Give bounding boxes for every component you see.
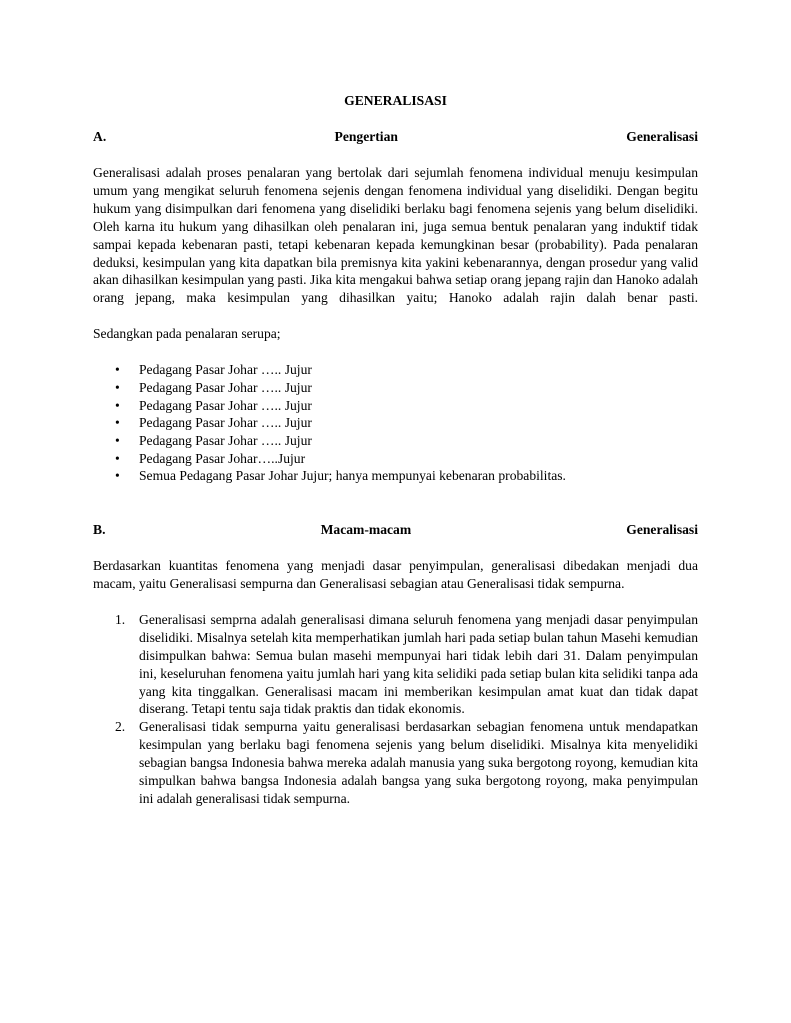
list-item xyxy=(93,611,698,718)
bullet-icon: • xyxy=(115,432,120,448)
list-item xyxy=(93,467,698,485)
list-item-text: Pedagang Pasar Johar ….. Jujur xyxy=(139,397,312,413)
section-b-paragraph: Berdasarkan kuantitas fenomena yang menjadi dasar penyimpulan, generalisasi dibedakan menjadi dua macam, yaitu Generalisasi sempurna dan Generalisasi sebagian atau Generalisasi tidak sempurna. xyxy=(93,558,698,591)
section-a-word1: Pengertian xyxy=(334,129,398,144)
list-item xyxy=(93,379,698,397)
bullet-icon: • xyxy=(115,397,120,413)
list-item-text: Pedagang Pasar Johar ….. Jujur xyxy=(139,379,312,395)
bullet-icon: • xyxy=(115,450,120,466)
section-b-numbered-list xyxy=(93,611,698,808)
list-item-number: 1. xyxy=(115,611,126,627)
list-item xyxy=(93,450,698,468)
section-b-word2: Generalisasi xyxy=(626,522,698,538)
section-a-heading xyxy=(93,128,698,146)
list-item xyxy=(93,414,698,432)
list-item-text: Pedagang Pasar Johar ….. Jujur xyxy=(139,362,312,378)
list-item xyxy=(93,718,698,808)
bullet-icon: • xyxy=(115,379,120,395)
list-item-text: Generalisasi semprna adalah generalisasi dimana seluruh fenomena yang menjadi dasar penyimpulan diselidiki. Misalnya setelah kita memperhatikan jumlah hari pada setiap bulan tahun Masehi kemudian disimpulkan bahwa: Semua bulan masehi mempunyai hari tidak lebih dari 31. Dalam penyimpulan ini, keseluruhan fenomena yaitu jumlah hari yang kita selidiki pada setiap bulan kita selidiki tanpa ada yang kita tinggalkan. Generalisasi macam ini memberikan kesimpulan amat kuat dan tidak dapat diserang. Tetapi tentu saja tidak praktis dan tidak ekonomis. xyxy=(139,611,698,717)
section-b-word1: Macam-macam xyxy=(320,522,412,538)
document-page xyxy=(93,92,698,808)
bullet-icon: • xyxy=(115,468,120,484)
section-b-letter: B. xyxy=(93,522,106,538)
list-item-text: Pedagang Pasar Johar…..Jujur xyxy=(139,450,306,466)
section-a-word2: Generalisasi xyxy=(626,129,698,144)
list-item xyxy=(93,397,698,415)
list-item-number: 2. xyxy=(115,719,126,735)
section-a-letter: A. xyxy=(93,129,107,144)
section-b-heading xyxy=(93,521,698,539)
bullet-icon: • xyxy=(115,415,120,431)
section-a-bullet-list xyxy=(93,361,698,485)
list-item xyxy=(93,432,698,450)
list-item-text: Semua Pedagang Pasar Johar Jujur; hanya mempunyai kebenaran probabilitas. xyxy=(139,468,566,484)
section-a-paragraph: Generalisasi adalah proses penalaran yang bertolak dari sejumlah fenomena individual menuju kesimpulan umum yang mengikat seluruh fenomena sejenis dengan fenomena individual yang diselidiki. Dengan begitu hukum yang disimpulkan dari fenomena yang diselidiki berlaku bagi fenomena sejenis yang belum diselidiki. Oleh karna itu hukum yang dihasilkan oleh penalaran ini, juga semua bentuk penalaran yang induktif tidak sampai kepada kebenaran pasti, tetapi kebenaran kepada kemungkinan besar (probability). Pada penalaran deduksi, kesimpulan yang kita dapatkan bila premisnya kita yakini kebenarannya, dengan prosedur yang valid akan dihasilkan kesimpulan yang pasti. Jika kita mengakui bahwa setiap orang jepang rajin dan Hanoko adalah orang jepang, maka kesimpulan yang dihasilkan yaitu; Hanoko adalah rajin dalah benar pasti. xyxy=(93,165,698,306)
list-item xyxy=(93,361,698,379)
list-item-text: Pedagang Pasar Johar ….. Jujur xyxy=(139,415,312,431)
section-a-bullets-intro: Sedangkan pada penalaran serupa; xyxy=(93,326,281,342)
document-title: GENERALISASI xyxy=(344,93,447,108)
bullet-icon: • xyxy=(115,362,120,378)
list-item-text: Pedagang Pasar Johar ….. Jujur xyxy=(139,432,312,448)
list-item-text: Generalisasi tidak sempurna yaitu generalisasi berdasarkan sebagian fenomena untuk mendapatkan kesimpulan yang berlaku bagi fenomena sejenis yang belum diselidiki. Misalnya kita menyelidiki sebagian bangsa Indonesia bahwa mereka adalah manusia yang suka bergotong royong, kemudian kita simpulkan bahwa bangsa Indonesia adalah bangsa yang suka bergotong royong, maka penyimpulan ini adalah generalisasi tidak sempurna. xyxy=(139,719,698,806)
